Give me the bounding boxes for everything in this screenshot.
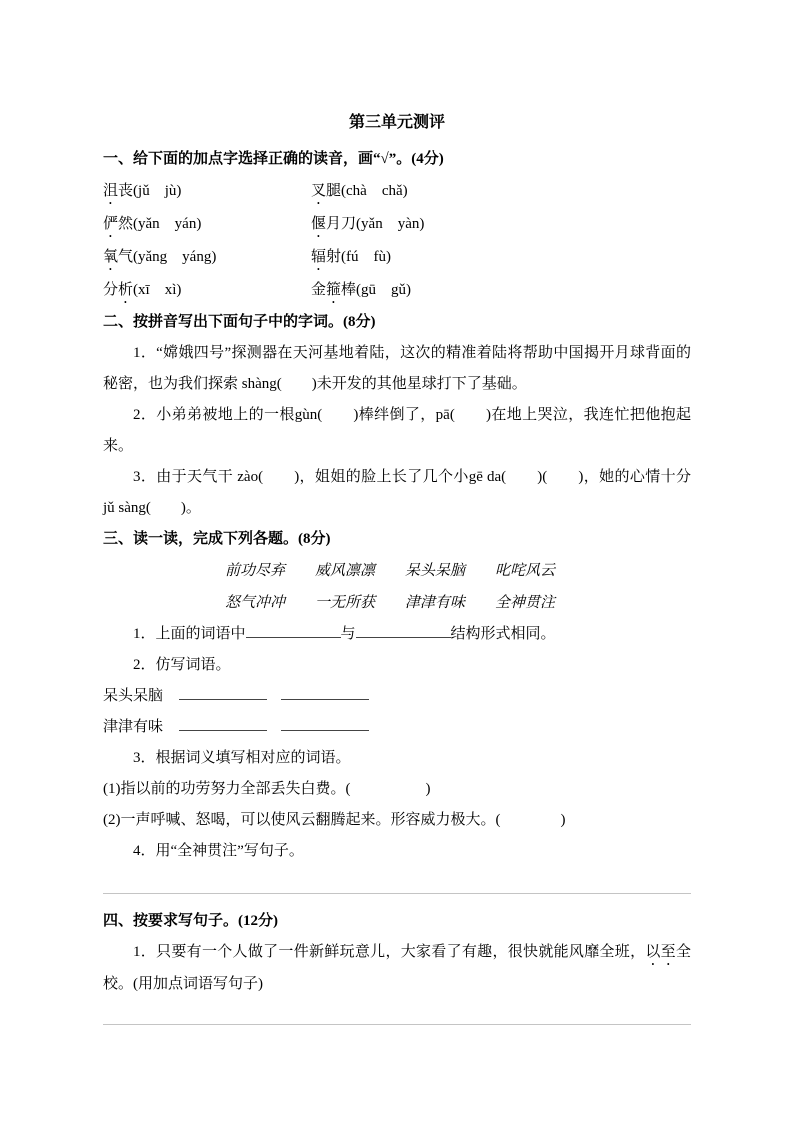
pinyin-item — [103, 241, 311, 274]
question-text: 与 — [340, 626, 356, 642]
pinyin-item — [311, 241, 691, 274]
pinyin-choice-list — [103, 175, 691, 307]
fill-in-sentence: 1．“嫦娥四号”探测器在天河基地着陆，这次的精准着陆将帮助中国揭开月球背面的秘密，也为我们探索 shàng( )未开发的其他星球打下了基础。 — [103, 345, 691, 392]
pinyin-options: (fú fù) — [341, 249, 392, 265]
word-bank-item: 威风凛凛 — [315, 563, 376, 579]
pinyin-item — [311, 208, 691, 241]
section2-heading: 二、按拼音写出下面句子中的字词。(8分) — [103, 314, 376, 330]
blank-line — [356, 623, 451, 638]
dotted-char: 箍 — [326, 282, 342, 298]
pinyin-options: (jǔ jù) — [133, 183, 182, 199]
answer-line — [103, 893, 691, 894]
pinyin-item — [311, 175, 691, 208]
imitate-row — [103, 712, 691, 743]
pinyin-word: 俨然 — [103, 216, 134, 232]
pinyin-options: (yǎn yàn) — [356, 216, 425, 232]
answer-line — [103, 1024, 691, 1025]
question-sentence: 4．用“全神贯注”写句子。 — [133, 843, 304, 859]
word-bank-item: 一无所获 — [315, 595, 376, 611]
question-text: 1．上面的词语中 — [133, 626, 246, 642]
blank-line — [281, 716, 369, 731]
dotted-char: 辐 — [311, 249, 327, 265]
dotted-char: 叉 — [311, 183, 327, 199]
dotted-char: 偃 — [311, 216, 327, 232]
word-bank-item: 呆头呆脑 — [405, 563, 466, 579]
word-bank-row — [225, 555, 691, 587]
pinyin-options: (chà chǎ) — [341, 183, 408, 199]
dotted-char: 沮 — [103, 183, 119, 199]
section3-heading: 三、读一读，完成下列各题。(8分) — [103, 531, 331, 547]
dotted-char: 俨 — [103, 216, 119, 232]
dotted-char: 氧 — [103, 249, 119, 265]
fill-in-sentence: 2．小弟弟被地上的一根gùn( )棒绊倒了，pā( )在地上哭泣，我连忙把他抱起来。 — [103, 407, 691, 454]
word-bank-item: 怒气冲冲 — [225, 595, 286, 611]
word-bank-row — [225, 587, 691, 619]
section1-heading: 一、给下面的加点字选择正确的读音，画“√”。(4分) — [103, 151, 444, 167]
pinyin-word: 叉腿 — [311, 183, 342, 199]
rewrite-sentence: 1．只要有一个人做了一件新鲜玩意儿，大家看了有趣，很快就能风靡全班，以至全校。(用加点词语写句子) — [103, 944, 691, 992]
pinyin-options: (yǎng yáng) — [133, 249, 217, 265]
pinyin-word: 偃月刀 — [311, 216, 357, 232]
meaning-item: (2)一声呼喊、怒喝，可以使风云翻腾起来。形容威力极大。( ) — [103, 812, 566, 828]
section4-heading: 四、按要求写句子。(12分) — [103, 913, 278, 929]
blank-line — [246, 623, 341, 638]
imitate-label: 津津有味 — [103, 719, 164, 735]
pinyin-word: 分析 — [103, 282, 134, 298]
word-bank-item: 叱咤风云 — [495, 563, 556, 579]
question-imitate: 2．仿写词语。 — [133, 657, 231, 673]
blank-line — [179, 716, 267, 731]
dotted-word: 以至 — [645, 944, 676, 960]
question-meaning: 3．根据词义填写相对应的词语。 — [133, 750, 351, 766]
pinyin-word: 金箍棒 — [311, 282, 357, 298]
pinyin-word: 沮丧 — [103, 183, 134, 199]
pinyin-options: (gū gǔ) — [356, 282, 412, 298]
page-title: 第三单元测评 — [348, 114, 445, 131]
pinyin-item — [103, 274, 311, 307]
word-bank-item: 全神贯注 — [495, 595, 556, 611]
imitate-row — [103, 681, 691, 712]
pinyin-word: 辐射 — [311, 249, 342, 265]
pinyin-item — [103, 208, 311, 241]
question-structure — [103, 619, 691, 650]
pinyin-item — [103, 175, 311, 208]
blank-line — [281, 685, 369, 700]
dotted-char: 析 — [118, 282, 134, 298]
word-bank-item: 津津有味 — [405, 595, 466, 611]
word-bank-item: 前功尽弃 — [225, 563, 286, 579]
imitate-label: 呆头呆脑 — [103, 688, 164, 704]
question-text: 结构形式相同。 — [450, 626, 556, 642]
pinyin-word: 氧气 — [103, 249, 134, 265]
pinyin-item — [311, 274, 691, 307]
pinyin-options: (xī xì) — [133, 282, 182, 298]
pinyin-options: (yǎn yán) — [133, 216, 202, 232]
meaning-item: (1)指以前的功劳努力全部丢失白费。( ) — [103, 781, 431, 797]
fill-in-sentence: 3．由于天气干 zào( )，姐姐的脸上长了几个小gē da( )( )，她的心情十分 jǔ sàng( )。 — [103, 469, 691, 516]
blank-line — [179, 685, 267, 700]
